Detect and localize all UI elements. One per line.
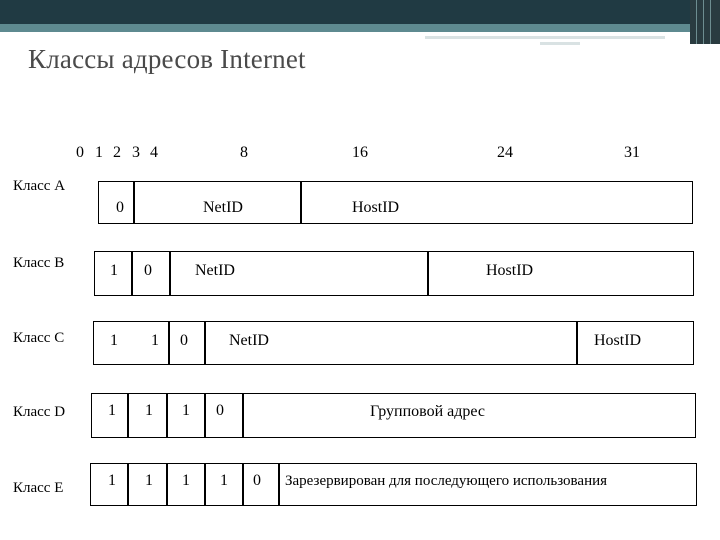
- field-divider: [127, 463, 129, 506]
- header-accent-bar: [0, 24, 720, 32]
- class-c-field: 1: [151, 332, 159, 349]
- field-divider: [133, 181, 135, 224]
- class-e-field: 1: [145, 472, 153, 489]
- bit-label: 16: [352, 144, 368, 161]
- class-d-field: 0: [216, 402, 224, 419]
- header-bar: [0, 0, 720, 24]
- field-divider: [204, 321, 206, 365]
- bit-label: 0: [76, 144, 84, 161]
- class-b-row: [94, 251, 694, 296]
- field-divider: [242, 393, 244, 438]
- class-e-field: 1: [108, 472, 116, 489]
- bit-label: 31: [624, 144, 640, 161]
- class-e-field: 1: [182, 472, 190, 489]
- field-divider: [166, 393, 168, 438]
- bit-label: 3: [132, 144, 140, 161]
- header-decor-line: [425, 36, 665, 39]
- class-d-field: 1: [182, 402, 190, 419]
- class-a-field: HostID: [352, 199, 400, 216]
- bit-label: 8: [240, 144, 248, 161]
- field-divider: [131, 251, 133, 296]
- field-divider: [169, 251, 171, 296]
- field-divider: [427, 251, 429, 296]
- field-divider: [204, 393, 206, 438]
- class-d-field: 1: [145, 402, 153, 419]
- class-e-field: 1: [220, 472, 228, 489]
- header-corner-block: [690, 0, 720, 44]
- class-a-label: Класс А: [13, 178, 66, 194]
- class-b-field: 0: [144, 262, 152, 279]
- class-c-field: NetID: [229, 332, 269, 349]
- class-b-field: NetID: [195, 262, 235, 279]
- class-c-field: 0: [180, 332, 188, 349]
- header-decor-line: [540, 42, 580, 45]
- class-a-field: NetID: [203, 199, 243, 216]
- class-e-field: 0: [253, 472, 261, 489]
- field-divider: [300, 181, 302, 224]
- class-c-label: Класс С: [13, 330, 65, 346]
- field-divider: [576, 321, 578, 365]
- bit-label: 24: [497, 144, 513, 161]
- field-divider: [166, 463, 168, 506]
- class-a-field: 0: [116, 199, 124, 216]
- class-c-field: 1: [110, 332, 118, 349]
- bit-label: 4: [150, 144, 158, 161]
- page-title: Классы адресов Internet: [28, 44, 306, 74]
- bit-label: 2: [113, 144, 121, 161]
- class-e-label: Класс Е: [13, 480, 64, 496]
- class-d-field: Групповой адрес: [370, 403, 486, 420]
- bit-label: 1: [95, 144, 103, 161]
- field-divider: [278, 463, 280, 506]
- class-b-field: 1: [110, 262, 118, 279]
- class-b-field: HostID: [486, 262, 534, 279]
- class-c-field: HostID: [594, 332, 642, 349]
- field-divider: [204, 463, 206, 506]
- class-d-label: Класс D: [13, 404, 66, 420]
- class-e-field: Зарезервирован для последующего использования: [285, 473, 608, 489]
- field-divider: [127, 393, 129, 438]
- field-divider: [168, 321, 170, 365]
- class-d-field: 1: [108, 402, 116, 419]
- field-divider: [242, 463, 244, 506]
- class-b-label: Класс В: [13, 255, 65, 271]
